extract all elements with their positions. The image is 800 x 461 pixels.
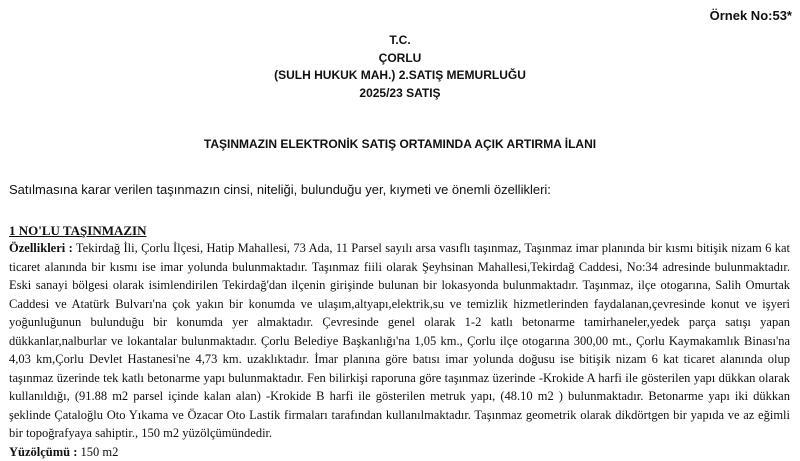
header-line-case: 2025/23 SATIŞ [0,85,800,103]
header-line-tc: T.C. [0,32,800,50]
property-features [9,239,790,443]
office-header [0,32,800,102]
area-label: Yüzölçümü : [9,445,77,459]
property-section [9,222,790,461]
header-line-city: ÇORLU [0,50,800,68]
header-line-office: (SULH HUKUK MAH.) 2.SATIŞ MEMURLUĞU [0,67,800,85]
property-area [9,443,790,461]
page-title: TAŞINMAZIN ELEKTRONİK SATIŞ ORTAMINDA AÇIK ARTIRMA İLANI [0,137,800,151]
area-value: 150 m2 [81,445,119,459]
property-heading: 1 NO'LU TAŞINMAZIN [9,222,790,239]
example-number: Örnek No:53* [710,8,792,23]
features-text: Tekirdağ İli, Çorlu İlçesi, Hatip Mahallesi, 73 Ada, 11 Parsel sayılı arsa vasıflı taşınmaz, Taşınmaz imar planında bir kısmı bitişik nizam 6 kat ticaret alanında bir kısmı ise imar yolunda bulunmaktadır. Taşınmaz fiili olarak Şeyhsinan Mahallesi,Tekirdağ Caddesi, No:34 adresinde bulunmaktadır. Eski sanayi bölgesi olarak isimlendirilen Tekirdağ'dan ilçenin girişinde bulunan bir lokasyonda bulunmaktadır. Taşınmaz, ilçe otogarına, Salih Omurtak Caddesi ve Atatürk Bulvarı'na çok yakın bir konumda ve ulaşım,altyapı,elektrik,su ve temizlik hizmetlerinden faydalanan,çevresinde konut ve işyeri yoğunluğunun bulunduğu bir konumda yer almaktadır. Çevresinde genel olarak 1-2 katlı betonarme tamirhaneler,yedek parça satışı yapan dükkanlar,nalburlar ve lokantalar bulunmaktadır. Çorlu Belediye Başkanlığı'na 1,05 km., Çorlu ilçe otogarına 300,00 mt., Çorlu Kaymakamlık Binası'na 4,03 km,Çorlu Devlet Hastanesi'ne 4,73 km. uzaklıktadır. İmar planına göre batısı imar yolunda doğusu ise bitişik nizam 6 kat ticaret alanında olup taşınmaz üzerinde tek katlı betonarme yapı bulunmaktadır. Fen bilirkişi raporuna göre taşınmaz üzerinde -Krokide A harfi ile gösterilen yapı dükkan olarak kullanıldığı, (91.88 m2 parsel içinde kalan alan) -Krokide B harfi ile gösterilen metruk yapı, (48.10 m2 ) bulunmaktadır. Betonarme yapı iki dükkan şeklinde Çataloğlu Oto Yıkama ve Özacar Oto Lastik firmaları tarafından kullanılmaktadır. Taşınmaz geometrik olarak dikdörtgen bir yapıda ve az eğimli bir topoğrafyaya sahiptir., 150 m2 yüzölçümündedir. [9,241,790,440]
features-label: Özellikleri : [9,241,73,255]
intro-text: Satılmasına karar verilen taşınmazın cinsi, niteliği, bulunduğu yer, kıymeti ve önemli özellikleri: [9,182,551,197]
